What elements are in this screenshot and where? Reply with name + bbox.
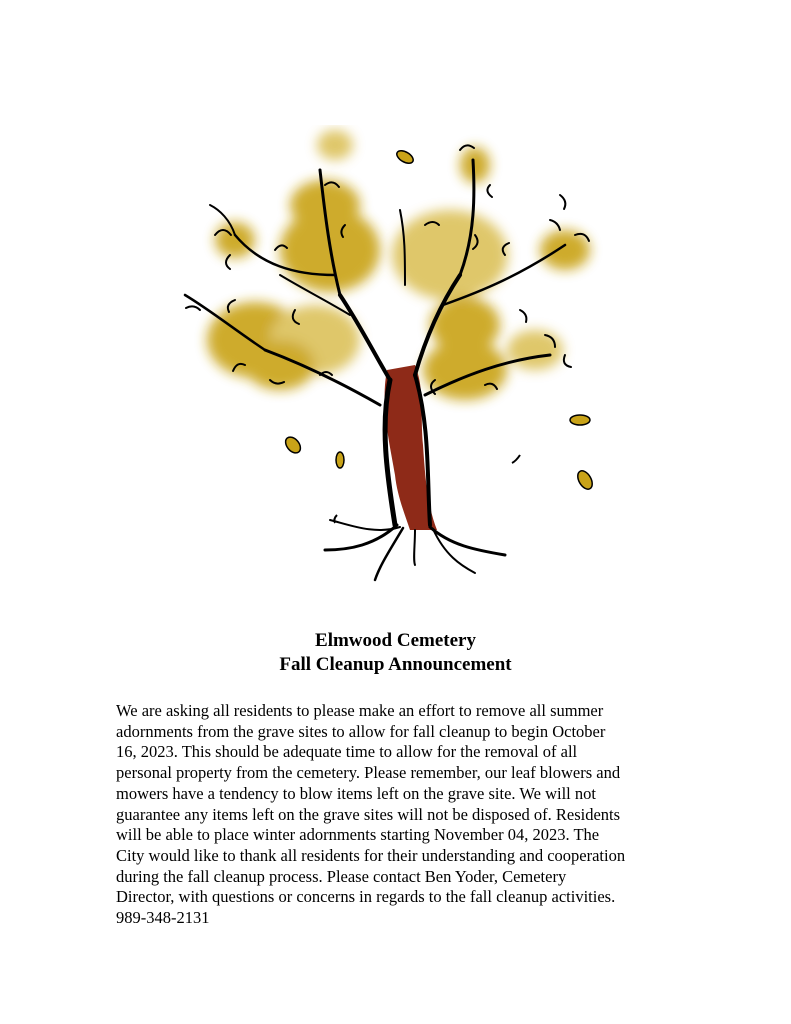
body-line: will be able to place winter adornments starting November 04, 2023. The [116, 825, 600, 845]
title-line-announcement: Fall Cleanup Announcement [279, 654, 512, 675]
body-line: 16, 2023. This should be adequate time to allow for the removal of all [116, 742, 578, 762]
body-line: Director, with questions or concerns in regards to the fall cleanup activities. [116, 887, 616, 907]
title-line-cemetery: Elmwood Cemetery [315, 630, 476, 651]
body-line: We are asking all residents to please make an effort to remove all summer [116, 701, 604, 720]
tree-icon [175, 125, 615, 585]
announcement-body [116, 701, 688, 929]
autumn-tree-illustration [175, 125, 615, 585]
contact-phone: 989-348-2131 [116, 908, 210, 928]
body-line: during the fall cleanup process. Please contact Ben Yoder, Cemetery [116, 866, 567, 886]
body-line: guarantee any items left on the grave sites will not be disposed of. Residents [116, 804, 621, 824]
body-line: adornments from the grave sites to allow for fall cleanup to begin October [116, 721, 606, 741]
announcement-title [0, 629, 791, 677]
body-line: City would like to thank all residents for their understanding and cooperation [116, 845, 626, 865]
body-line: mowers have a tendency to blow items left on the grave site. We will not [116, 783, 596, 803]
body-line: personal property from the cemetery. Please remember, our leaf blowers and [116, 763, 621, 783]
